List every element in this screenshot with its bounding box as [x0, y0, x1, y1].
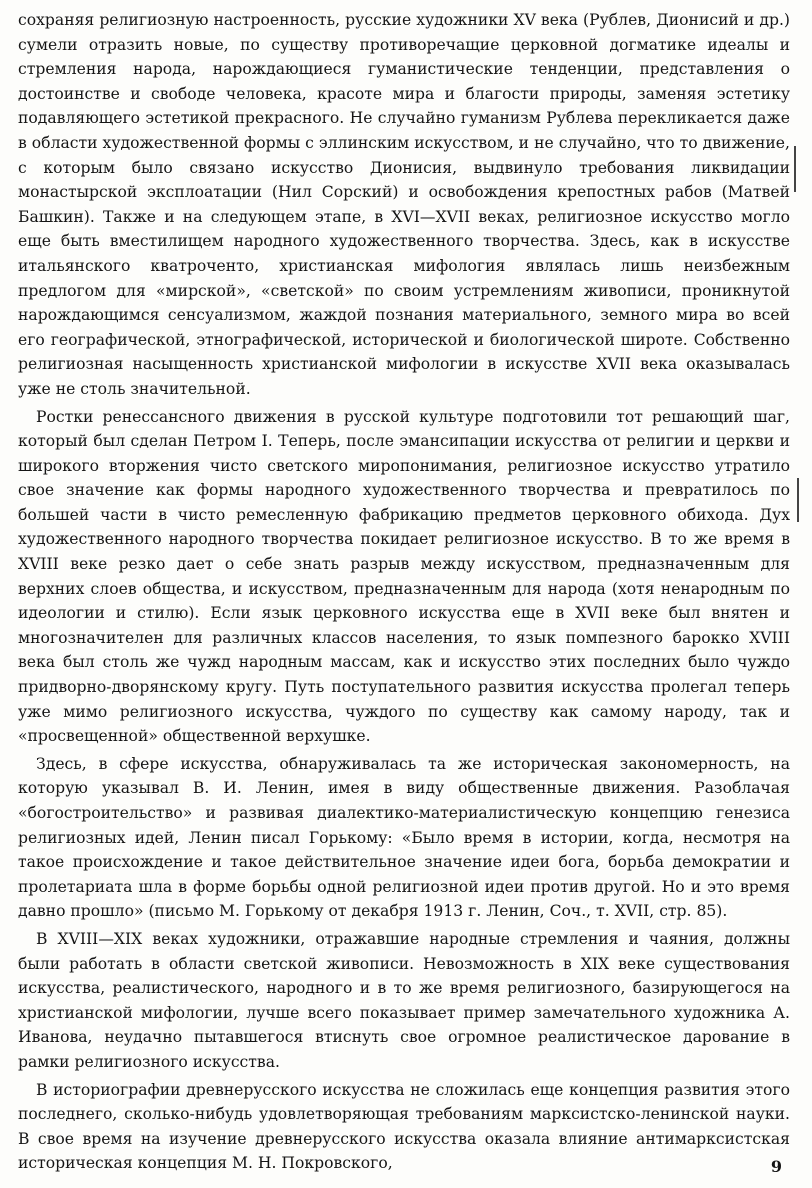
body-text: [18, 8, 790, 1176]
paragraph-2: Ростки ренессансного движения в русской культуре подготовили тот решающий шаг, который был сделан Петром I. Теперь, после эмансипации искусства от религии и церкви и широкого вторжения чисто светского миропонимания, религиозное искусство утратило свое значение как формы народного художественного творчества и превратилось по большей части в чисто ремесленную фабрикацию предметов церковного обихода. Дух художественного народного творчества покидает религиозное искусство. В то же время в XVIII веке резко дает о себе знать разрыв между искусством, предназначенным для верхних слоев общества, и искусством, предназначенным для народа (хотя ненародным по идеологии и стилю). Если язык церковного искусства еще в XVII веке был внятен и многозначителен для различных классов населения, то язык помпезного барокко XVIII века был столь же чужд народным массам, как и искусство этих последних было чуждо придворно-дворянскому кругу. Путь поступательного развития искусства пролегал теперь уже мимо религиозного искусства, чуждого по существу как самому народу, так и «просвещенной» общественной верхушке.: [18, 407, 790, 746]
paragraph-1: сохраняя религиозную настроенность, русские художники XV века (Рублев, Дионисий и др.) сумели отразить новые, по существу противоречащие церковной догматике идеалы и стремления народа, нарождающиеся гуманистические тенденции, представления о достоинстве и свободе человека, красоте мира и благости природы, заменяя эстетику подавляющего эстетикой прекрасного. Не случайно гуманизм Рублева перекликается даже в области художественной формы с эллинским искусством, и не случайно, что то движение, с которым было связано искусство Дионисия, выдвинуло требования ликвидации монастырской эксплоатации (Нил Сорский) и освобождения крепостных рабов (Матвей Башкин). Также и на следующем этапе, в XVI—XVII веках, религиозное искусство могло еще быть вместилищем народного художественного творчества. Здесь, как в искусстве итальянского кватроченто, христианская мифология являлась лишь неизбежным предлогом для «мирской», «светской» по своим устремлениям живописи, проникнутой нарождающимся сенсуализмом, жаждой познания материального, земного мира во всей его географической, этнографической, исторической и биологической широте. Собственно религиозная насыщенность христианской мифологии в искусстве XVII века оказывалась уже не столь значительной.: [18, 11, 790, 398]
paragraph-5: В историографии древнерусского искусства не сложилась еще концепция развития этого последнего, сколько-нибудь удовлетворяющая требованиям марксистско-ленинской науки. В свое время на изучение древнерусского искусства оказала влияние антимарксистская историческая концепция М. Н. Покровского,: [18, 1080, 790, 1173]
paragraph-4: В XVIII—XIX веках художники, отражавшие народные стремления и чаяния, должны были работать в области светской живописи. Невозможность в XIX веке существования искусства, реалистического, народного и в то же время религиозного, базирующегося на христианской мифологии, лучше всего показывает пример замечательного художника А. Иванова, неудачно пытавшегося втиснуть свое огромное реалистическое дарование в рамки религиозного искусства.: [18, 929, 790, 1071]
paragraph-3: Здесь, в сфере искусства, обнаруживалась та же историческая закономерность, на которую указывал В. И. Ленин, имея в виду общественные движения. Разоблачая «богостроительство» и развивая диалектико-материалистическую концепцию генезиса религиозных идей, Ленин писал Горькому: «Было время в истории, когда, несмотря на такое происхождение и такое действительное значение идеи бога, борьба демократии и пролетариата шла в форме борьбы одной религиозной идеи против другой. Но и это время давно прошло» (письмо М. Горькому от декабря 1913 г. Ленин, Соч., т. XVII, стр. 85).: [18, 754, 790, 921]
margin-mark-lower: [797, 478, 799, 522]
margin-mark-upper: [794, 146, 796, 192]
page-number: 9: [770, 1157, 782, 1176]
